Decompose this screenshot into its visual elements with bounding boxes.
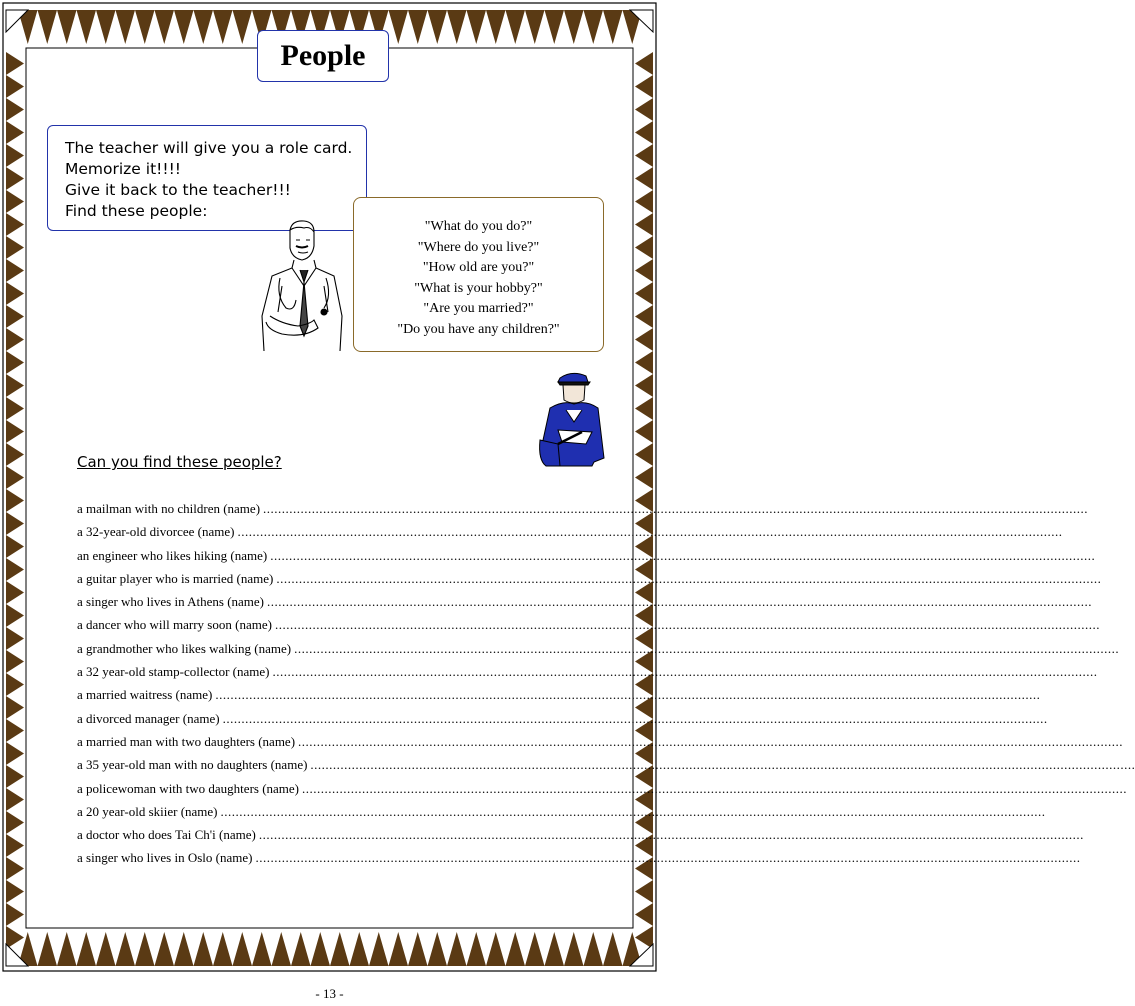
person-description: a 32 year-old stamp-collector (name)	[77, 664, 270, 680]
list-item	[77, 733, 1124, 756]
instruction-line: Find these people:	[65, 202, 208, 220]
name-blank: ............................................................................................................................................................................................................................	[237, 524, 1063, 540]
person-description: a policewoman with two daughters (name)	[77, 780, 300, 796]
list-item	[77, 756, 1135, 779]
name-blank: ............................................................................................................................................................................................................................	[258, 827, 1084, 843]
person-description: a 20 year-old skiier (name)	[77, 803, 218, 819]
list-item	[77, 849, 1081, 872]
people-list	[77, 500, 1135, 873]
name-blank: ............................................................................................................................................................................................................................	[270, 547, 1096, 563]
instruction-line: Give it back to the teacher!!!	[65, 181, 291, 199]
person-description: a 32-year-old divorcee (name)	[77, 524, 235, 540]
person-description: a doctor who does Tai Ch'i (name)	[77, 827, 256, 843]
question-line: "Do you have any children?"	[397, 321, 560, 337]
name-blank: ............................................................................................................................................................................................................................	[274, 617, 1100, 633]
person-description: a grandmother who likes walking (name)	[77, 640, 292, 656]
person-description: a singer who lives in Oslo (name)	[77, 850, 253, 866]
question-line: "What is your hobby?"	[414, 280, 543, 296]
name-blank: ............................................................................................................................................................................................................................	[276, 570, 1102, 586]
person-description: a married waitress (name)	[77, 687, 213, 703]
person-description: a mailman with no children (name)	[77, 501, 261, 516]
question-line: "How old are you?"	[422, 260, 535, 275]
list-item	[77, 803, 1046, 826]
name-blank: ............................................................................................................................................................................................................................	[220, 803, 1046, 819]
name-blank: ............................................................................................................................................................................................................................	[294, 640, 1120, 656]
name-blank: ............................................................................................................................................................................................................................	[215, 687, 1041, 703]
list-item	[77, 710, 1048, 733]
list-item	[77, 686, 1041, 709]
list-item	[77, 500, 1089, 523]
instruction-line: The teacher will give you a role card.	[65, 139, 353, 157]
question-line: "What do you do?"	[424, 219, 533, 234]
list-item	[77, 570, 1102, 593]
find-people-heading: Can you find these people?	[77, 453, 282, 471]
person-description: a dancer who will marry soon (name)	[77, 617, 272, 633]
name-blank: ............................................................................................................................................................................................................................	[302, 780, 1128, 796]
list-item	[77, 593, 1093, 616]
list-item	[77, 640, 1120, 663]
person-description: a 35 year-old man with no daughters (name)	[77, 757, 308, 773]
doctor-illustration	[252, 216, 352, 356]
person-description: a married man with two daughters (name)	[77, 733, 296, 749]
name-blank: ............................................................................................................................................................................................................................	[255, 850, 1081, 866]
instruction-line: Memorize it!!!!	[65, 160, 182, 178]
question-line: "Are you married?"	[423, 301, 534, 316]
list-item	[77, 523, 1063, 546]
name-blank: ............................................................................................................................................................................................................................	[263, 501, 1089, 516]
person-description: a divorced manager (name)	[77, 710, 220, 726]
name-blank: ............................................................................................................................................................................................................................	[267, 594, 1093, 610]
list-item	[77, 616, 1100, 639]
person-description: an engineer who likes hiking (name)	[77, 547, 268, 563]
questions-box	[353, 197, 604, 352]
name-blank: ............................................................................................................................................................................................................................	[310, 757, 1135, 773]
mailman-illustration	[536, 370, 608, 470]
question-line: "Where do you live?"	[417, 239, 540, 255]
list-item	[77, 826, 1084, 849]
name-blank: ............................................................................................................................................................................................................................	[272, 664, 1098, 680]
list-item	[77, 547, 1096, 570]
person-description: a singer who lives in Athens (name)	[77, 594, 265, 610]
name-blank: ............................................................................................................................................................................................................................	[222, 710, 1048, 726]
person-description: a guitar player who is married (name)	[77, 570, 274, 586]
page-title: People	[257, 30, 389, 82]
name-blank: ............................................................................................................................................................................................................................	[298, 733, 1124, 749]
page-number: - 13 -	[315, 986, 344, 1001]
list-item	[77, 780, 1128, 803]
list-item	[77, 663, 1098, 686]
